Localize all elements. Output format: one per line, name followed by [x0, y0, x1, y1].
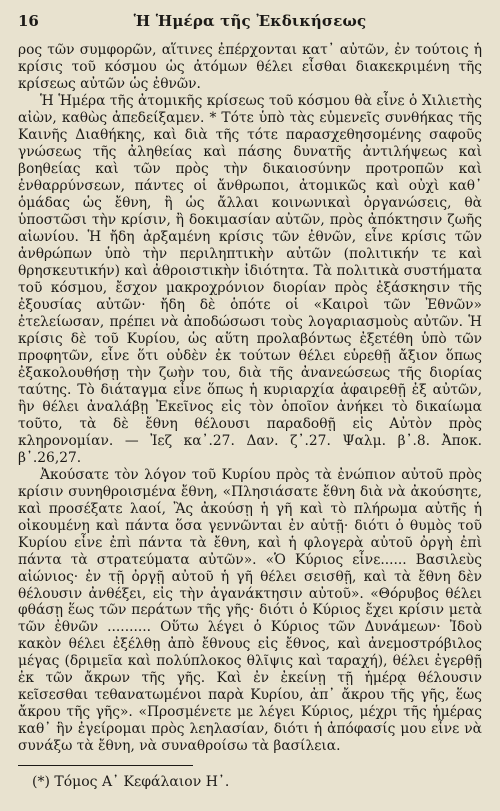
page-header — [18, 12, 482, 34]
running-title: Ἡ Ἡμέρα τῆς Ἐκδικήσεως — [133, 12, 367, 30]
page-number: 16 — [18, 12, 39, 30]
footnote: (*) Τόμος Α᾽ Κεφάλαιον Η᾽. — [32, 774, 230, 790]
body-text — [18, 42, 482, 755]
footnote-rule — [18, 765, 193, 766]
paragraph-continuation: ρος τῶν συμφορῶν, αἵτινες ἐπέρχονται κατ᾽ αὐτῶν, ἐν τούτοις ἡ κρίσις τοῦ κόσμου ὡς ἀτόμων θέλει εἶσθαι διακεκριμένη τῆς κρίσεως αὐτῶν ὡς ἐθνῶν. — [18, 42, 482, 92]
paragraph: Ἡ Ἡμέρα τῆς ἀτομικῆς κρίσεως τοῦ κόσμου θὰ εἶνε ὁ Χιλιετὴς αἰὼν, καθὼς ἀπεδείξαμεν. * Τότε ὑπὸ τὰς εὐμενεῖς συνθήκας τῆς Καινῆς Διαθήκης, καὶ διὰ τῆς τότε παρασχεθησομένης σαφοῦς γνώσεως τῆς ἀληθείας καὶ πάσης δυνατῆς ἀντιλήψεως καὶ βοηθείας καὶ τῶν πρὸς τὴν δικαιοσύνην προτροπῶν καὶ ἐνθαρρύνσεων, πάντες οἱ ἄνθρωποι, ἀτομικῶς καὶ οὐχὶ καθ᾽ ὁμάδας ὡς ἔθνη, ἢ ὡς ἄλλαι κοινωνικαὶ ὀργανώσεις, θὰ ὑποστῶσι τὴν κρίσιν, ἢ δοκιμασίαν αὐτῶν, πρὸς ἀπόκτησιν ζωῆς αἰωνίου. Ἡ ἤδη ἀρξαμένη κρίσις τῶν ἐθνῶν, εἶνε κρίσις τῶν ἀνθρώπων ὑπὸ τὴν περιληπτικὴν αὐτῶν (πολιτικήν τε καὶ θρησκευτικήν) καὶ ἀθροιστικὴν ἰδιότητα. Τὰ πολιτικὰ συστήματα τοῦ κόσμου, ἔσχον μακροχρόνιον διορίαν πρὸς ἐξάσκησιν τῆς ἐξουσίας αὐτῶν· ἤδη δὲ ὁπότε οἱ «Καιροὶ τῶν Ἐθνῶν» ἐτελείωσαν, πρέπει νὰ ἀποδώσωσι τοὺς λογαριασμοὺς αὐτῶν. Ἡ κρίσις δὲ τοῦ Κυρίου, ὡς αὕτη προλαβόντως ἐξετέθη ὑπὸ τῶν προφητῶν, εἶνε ὅτι οὐδὲν ἐκ τούτων θέλει εὑρεθῇ ἄξιον ὅπως ἐξακολουθήσῃ τὴν ζωὴν του, διὰ τῆς ἀνανεώσεως τῆς διορίας ταύτης. Τὸ διάταγμα εἶνε ὅπως ἡ κυριαρχία ἀφαιρεθῇ ἐξ αὐτῶν, ἣν θέλει ἀναλάβῃ Ἐκεῖνος εἰς τὸν ὁποῖον ἀνήκει τὸ δικαίωμα τοῦτο, τὰ δὲ ἔθνη θέλουσι παραδοθῇ εἰς Αὐτὸν πρὸς κληρονομίαν. — Ἰεζ κα᾽.27. Δαν. ζ᾽.27. Ψαλμ. β᾽.8. Ἀποκ. β᾽.26,27. — [18, 92, 482, 466]
paragraph: Ἀκούσατε τὸν λόγον τοῦ Κυρίου πρὸς τὰ ἐνώπιον αὐτοῦ πρὸς κρίσιν συνηθροισμένα ἔθνη, «Πλησιάσατε ἔθνη διὰ νὰ ἀκούσητε, καὶ προσέξατε λαοί, Ἂς ἀκούσῃ ἡ γῆ καὶ τὸ πλήρωμα αὐτῆς ἡ οἰκουμένη καὶ πάντα ὅσα γεννῶνται ἐν αὐτῇ· διότι ὁ θυμὸς τοῦ Κυρίου εἶνε ἐπὶ πάντα τὰ ἔθνη, καὶ ἡ φλογερὰ αὐτοῦ ὀργὴ ἐπὶ πάντα τὰ στρατεύματα αὐτῶν». «Ὁ Κύριος εἶνε...... Βασιλεὺς αἰώνιος· ἐν τῇ ὀργῇ αὐτοῦ ἡ γῆ θέλει σεισθῇ, καὶ τὰ ἔθνη δὲν θέλουσιν ἀνθέξει, εἰς τὴν ἀγανάκτησιν αὐτοῦ». «Θόρυβος θέλει φθάσῃ ἕως τῶν περάτων τῆς γῆς· διότι ὁ Κύριος ἔχει κρίσιν μετὰ τῶν ἐθνῶν .......... Οὕτω λέγει ὁ Κύριος τῶν Δυνάμεων· Ἰδοὺ κακὸν θέλει ἐξέλθῃ ἀπὸ ἔθνους εἰς ἔθνος, καὶ ἀνεμοστρόβιλος μέγας (δριμεῖα καὶ πολύπλοκος θλῖψις καὶ ταραχή), θέλει ἐγερθῇ ἐκ τῶν ἄκρων τῆς γῆς. Καὶ ἐν ἐκείνῃ τῇ ἡμέρᾳ θέλουσιν κεῖσεσθαι τεθανατωμένοι παρὰ Κυρίου, ἀπ᾽ ἄκρου τῆς γῆς, ἕως ἄκρου τῆς γῆς». «Προσμένετε με λέγει Κύριος, μέχρι τῆς ἡμέρας καθ᾽ ἣν ἐγείρομαι πρὸς λεηλασίαν, διότι ἡ ἀπόφασίς μου εἶνε νὰ συνάξω τὰ ἔθνη, νὰ συναθροίσω τὰ βασίλεια. — [18, 466, 482, 755]
